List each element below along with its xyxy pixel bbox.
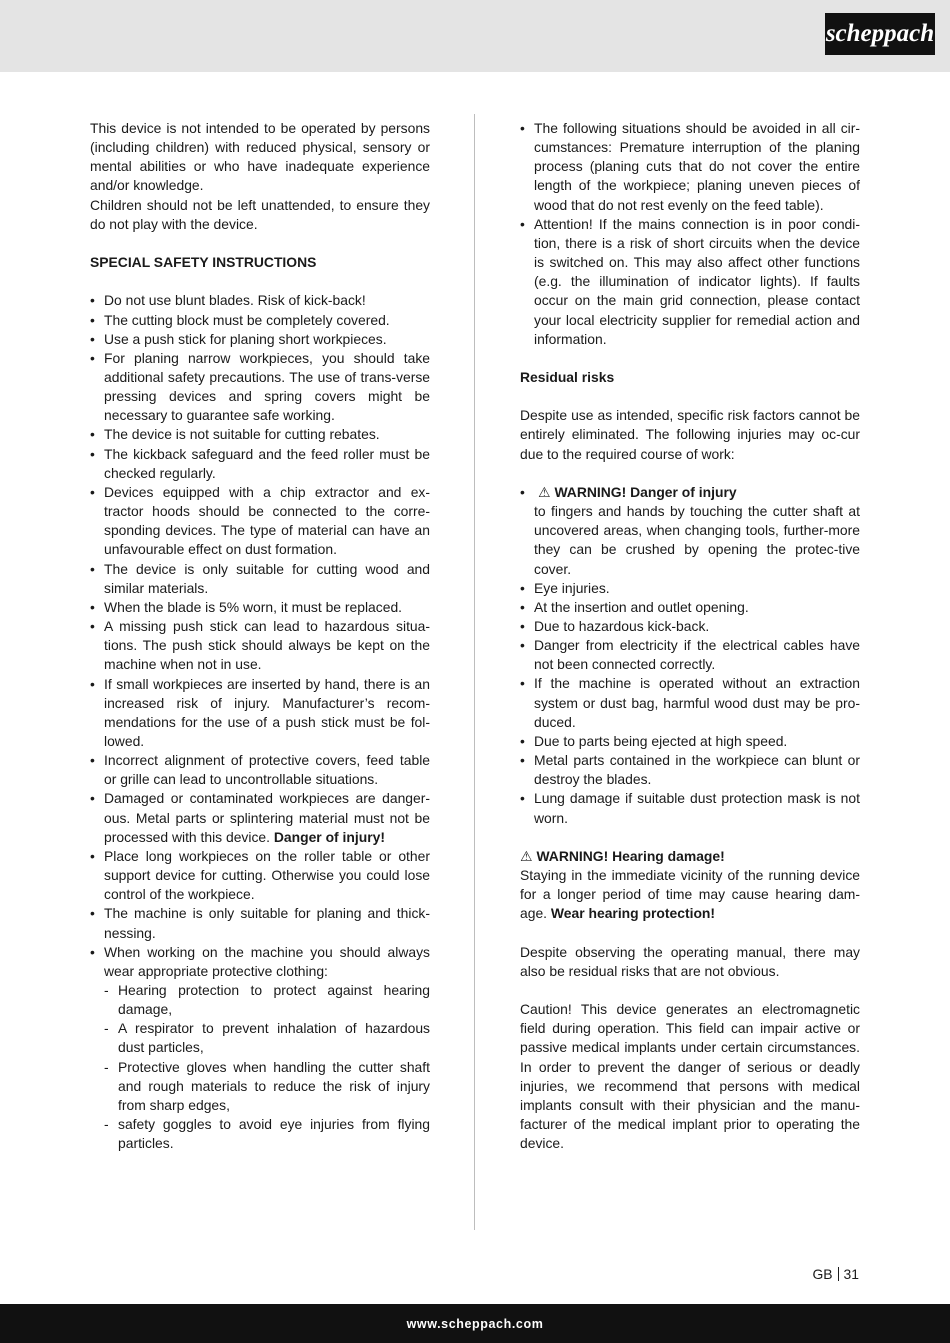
list-item: • A missing push stick can lead to hazardous situa-tions. The push stick should always be kept on the machine when not in use. <box>90 617 430 674</box>
list-item: • Metal parts contained in the workpiece can blunt or destroy the blades. <box>520 751 860 789</box>
dash-item: - Protective gloves when handling the cutter shaft and rough materials to reduce the risk of injury from sharp edges, <box>90 1058 430 1115</box>
list-item: • Danger from electricity if the electrical cables have not been connected correctly. <box>520 636 860 674</box>
warning-triangle-icon: ⚠ <box>538 483 551 500</box>
left-column <box>90 119 430 1153</box>
hearing-warning-heading <box>520 847 860 866</box>
caution-paragraph: Caution! This device generates an electromagnetic field during operation. This field can impair active or passive medical implants under certain circumstances. In order to prevent the danger of serious or deadly injuries, we recommend that persons with medical implants consult with their physician and the manu-facturer of the medical implant prior to operating the device. <box>520 1001 860 1152</box>
list-item: • The machine is only suitable for planing and thick-nessing. <box>90 904 430 942</box>
list-item: • The cutting block must be completely covered. <box>90 311 430 330</box>
avoid-list <box>520 119 860 349</box>
page-number-value: 31 <box>843 1266 859 1282</box>
list-item: • Due to hazardous kick-back. <box>520 617 860 636</box>
dash-item: - safety goggles to avoid eye injuries from flying particles. <box>90 1115 430 1153</box>
list-item: • At the insertion and outlet opening. <box>520 598 860 617</box>
list-item: • For planing narrow workpieces, you should take additional safety precautions. The use of trans-verse pressing devices and spring covers might be necessary to guarantee safe working. <box>90 349 430 426</box>
list-item: • If small workpieces are inserted by hand, there is an increased risk of injury. Manufacturer’s recom-mendations for the use of a push stick must be fol-lowed. <box>90 675 430 752</box>
warning-triangle-icon: ⚠ <box>520 847 533 864</box>
residual-risks-heading: Residual risks <box>520 369 615 386</box>
page-language: GB <box>812 1266 833 1282</box>
list-item: • The following situations should be avoided in all cir-cumstances: Premature interruption of the planing process (planing cuts that do not cover the entire length of the workpiece; planing uneven pieces of wood that do not rest evenly on the feed table). <box>520 119 860 215</box>
warning-text: to fingers and hands by touching the cutter shaft at uncovered areas, when changing tools, further-more they can be crushed by opening the protec-tive cover. <box>534 503 860 577</box>
list-item: • When the blade is 5% worn, it must be replaced. <box>90 598 430 617</box>
list-item: • Lung damage if suitable dust protection mask is not worn. <box>520 789 860 827</box>
residual-intro: Despite use as intended, specific risk factors cannot be entirely eliminated. The following injuries may oc-cur due to the required course of work: <box>520 407 860 462</box>
dash-item: - A respirator to prevent inhalation of hazardous dust particles, <box>90 1019 430 1057</box>
dash-item: - Hearing protection to protect against hearing damage, <box>90 981 430 1019</box>
safety-list <box>90 291 430 1153</box>
list-item: • The device is only suitable for cutting wood and similar materials. <box>90 560 430 598</box>
scheppach-logo: scheppach <box>825 13 935 55</box>
wear-hearing-protection-bold: Wear hearing protection! <box>550 905 716 922</box>
right-column <box>520 119 860 1153</box>
list-item: • The kickback safeguard and the feed roller must be checked regularly. <box>90 445 430 483</box>
intro-paragraph-1: This device is not intended to be operated by persons (including children) with reduced physical, sensory or mental abilities or who have inadequate experience and/or knowledge. <box>90 120 430 194</box>
list-item: • Devices equipped with a chip extractor and ex-tractor hoods should be connected to the corre-sponding devices. The type of material can have an unfavourable effect on dust formation. <box>90 483 430 560</box>
footer-band <box>0 1304 950 1343</box>
footer-url[interactable]: www.scheppach.com <box>406 1316 544 1331</box>
hearing-paragraph <box>520 866 860 923</box>
damaged-text: Damaged or contaminated workpieces are danger-ous. Metal parts or splintering material must not be processed with this device. <box>104 790 430 845</box>
residual-note: Despite observing the operating manual, there may also be residual risks that are not obvious. <box>520 943 860 979</box>
list-item: • Use a push stick for planing short workpieces. <box>90 330 430 349</box>
list-item-damaged-workpieces <box>90 789 430 846</box>
warning-item <box>520 483 860 579</box>
hearing-text: Staying in the immediate vicinity of the running device for a longer period of time may cause hearing dam-age. <box>520 867 860 922</box>
column-divider <box>474 114 475 1230</box>
intro-paragraph-2: Children should not be left unattended, to ensure they do not play with the device. <box>90 196 430 232</box>
list-item: • Do not use blunt blades. Risk of kick-back! <box>90 291 430 310</box>
list-item: • When working on the machine you should always wear appropriate protective clothing: <box>90 943 430 981</box>
warning-title: WARNING! Danger of injury <box>554 483 737 500</box>
list-item: • Due to parts being ejected at high speed. <box>520 732 860 751</box>
risk-list <box>520 483 860 828</box>
list-item: • Place long workpieces on the roller table or other support device for cutting. Otherwise you could lose control of the workpiece. <box>90 847 430 904</box>
hearing-warning-title: WARNING! Hearing damage! <box>536 847 725 864</box>
list-item: • If the machine is operated without an extraction system or dust bag, harmful wood dust may be pro-duced. <box>520 674 860 731</box>
header-band <box>0 0 950 72</box>
special-safety-heading: SPECIAL SAFETY INSTRUCTIONS <box>90 254 317 271</box>
list-item: • The device is not suitable for cutting rebates. <box>90 425 430 444</box>
page-number <box>812 1265 859 1284</box>
list-item: • Incorrect alignment of protective covers, feed table or grille can lead to uncontrollable situations. <box>90 751 430 789</box>
page-separator <box>838 1267 839 1281</box>
list-item: • Eye injuries. <box>520 579 860 598</box>
danger-of-injury-bold: Danger of injury! <box>273 828 385 845</box>
list-item: • Attention! If the mains connection is in poor condi-tion, there is a risk of short circuits when the device is switched on. This may also affect other functions (e.g. the illumination of indicator lights). If faults occur on the main grid connection, please contact your local electricity supplier for remedial action and information. <box>520 215 860 349</box>
